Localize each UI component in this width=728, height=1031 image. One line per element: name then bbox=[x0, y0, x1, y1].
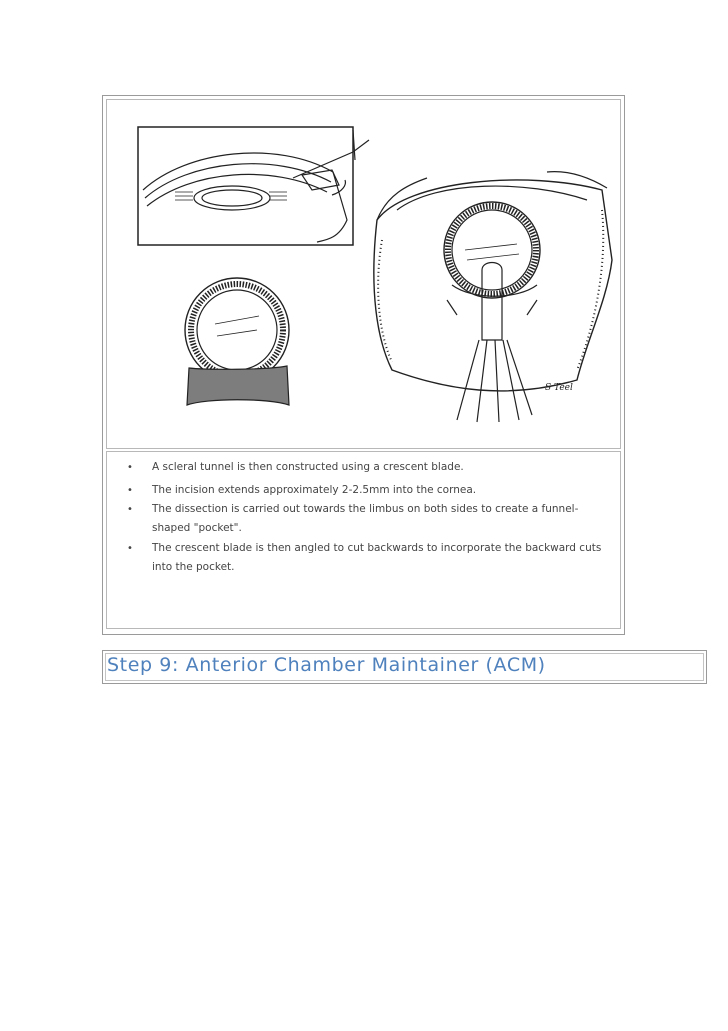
step-title: Step 9: Anterior Chamber Maintainer (ACM) bbox=[107, 654, 546, 676]
list-item-text: The incision extends approximately 2-2.5mm into the cornea. bbox=[152, 484, 477, 496]
list-item-text: A scleral tunnel is then constructed using a crescent blade. bbox=[152, 461, 464, 473]
instructions-cell bbox=[106, 451, 621, 629]
list-item-text: The crescent blade is then angled to cut backwards to incorporate the backward cuts bbox=[152, 542, 602, 554]
bullet-icon: • bbox=[127, 504, 133, 515]
illustration-cell bbox=[106, 99, 621, 449]
illustrator-signature: S Teel bbox=[545, 383, 573, 393]
bullet-icon: • bbox=[127, 462, 133, 473]
step-heading-box bbox=[102, 650, 707, 684]
surgical-illustration bbox=[107, 100, 622, 450]
bullet-icon: • bbox=[127, 485, 133, 496]
list-item-text: shaped "pocket". bbox=[152, 522, 242, 534]
bullet-icon: • bbox=[127, 543, 133, 554]
list-item-text: into the pocket. bbox=[152, 561, 235, 573]
figure-table bbox=[102, 95, 625, 635]
list-item-text: The dissection is carried out towards the limbus on both sides to create a funnel- bbox=[152, 503, 579, 515]
